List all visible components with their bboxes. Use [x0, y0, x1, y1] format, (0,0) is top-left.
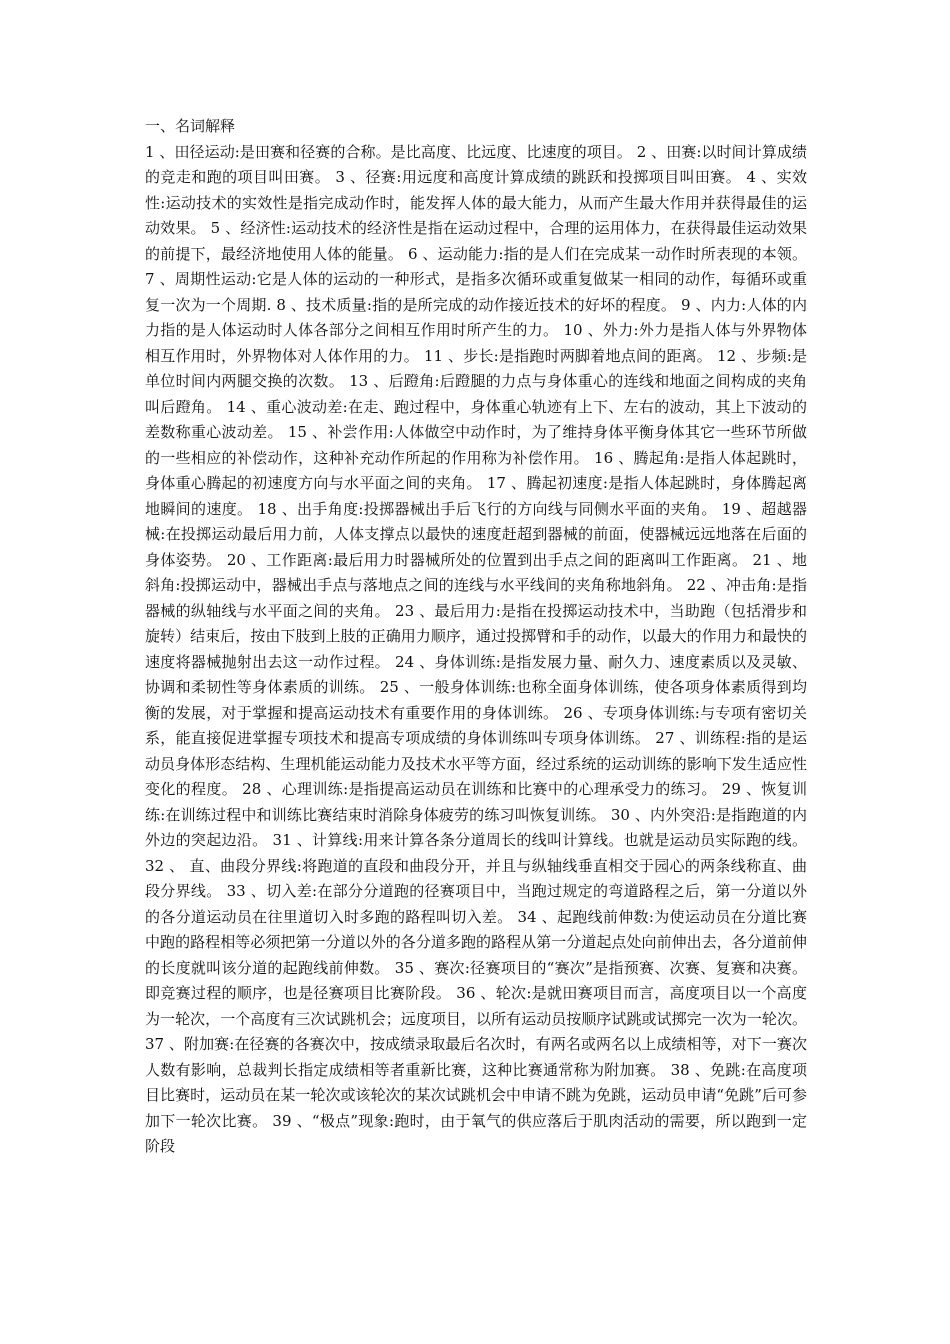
section-heading: 一、名词解释	[145, 117, 236, 135]
document-content	[145, 114, 807, 1160]
definitions-paragraph: 1 、田径运动:是田赛和径赛的合称。是比高度、比远度、比速度的项目。 2 、田赛:以时间计算成绩的竞走和跑的项目叫田赛。 3 、径赛:用远度和高度计算成绩的跳跃和投掷项目叫田赛。 4 、实效性:运动技术的实效性是指完成动作时，能发挥人体的最大能力，从而产生最大作用并获得最佳的运动效果。 5 、经济性:运动技术的经济性是指在运动过程中，合理的运用体力，在获得最佳运动效果的前提下，最经济地使用人体的能量。 6 、运动能力:指的是人们在完成某一动作时所表现的本领。7 、周期性运动:它是人体的运动的一种形式，是指多次循环或重复做某一相同的动作，每循环或重复一次为一个周期. 8 、技术质量:指的是所完成的动作接近技术的好坏的程度。 9 、内力:人体的内力指的是人体运动时人体各部分之间相互作用时所产生的力。 10 、外力:外力是指人体与外界物体相互作用时，外界物体对人体作用的力。 11 、步长:是指跑时两脚着地点间的距离。 12 、步频:是单位时间内两腿交换的次数。 13 、后蹬角:后蹬腿的力点与身体重心的连线和地面之间构成的夹角叫后蹬角。 14 、重心波动差:在走、跑过程中，身体重心轨迹有上下、左右的波动，其上下波动的差数称重心波动差。 15 、补尝作用:人体做空中动作时，为了维持身体平衡身体其它一些环节所做的一些相应的补偿动作，这种补充动作所起的作用称为补偿作用。 16 、腾起角:是指人体起跳时，身体重心腾起的初速度方向与水平面之间的夹角。 17 、腾起初速度:是指人体起跳时，身体腾起离地瞬间的速度。 18 、出手角度:投掷器械出手后飞行的方向线与同侧水平面的夹角。 19 、超越器械:在投掷运动最后用力前，人体支撑点以最快的速度赶超到器械的前面，使器械远远地落在后面的身体姿势。 20 、工作距离:最后用力时器械所处的位置到出手点之间的距离叫工作距离。 21 、地斜角:投掷运动中，器械出手点与落地点之间的连线与水平线间的夹角称地斜角。 22 、冲击角:是指器械的纵轴线与水平面之间的夹角。 23 、最后用力:是指在投掷运动技术中，当助跑（包括滑步和旋转）结束后，按由下肢到上肢的正确用力顺序，通过投掷臂和手的动作，以最大的作用力和最快的速度将器械抛射出去这一动作过程。 24 、身体训练:是指发展力量、耐久力、速度素质以及灵敏、协调和柔韧性等身体素质的训练。 25 、一般身体训练:也称全面身体训练，使各项身体素质得到均衡的发展，对于掌握和提高运动技术有重要作用的身体训练。 26 、专项身体训练:与专项有密切关系，能直接促进掌握专项技术和提高专项成绩的身体训练叫专项身体训练。 27 、训练程:指的是运动员身体形态结构、生理机能运动能力及技术水平等方面，经过系统的运动训练的影响下发生适应性变化的程度。 28 、心理训练:是指提高运动员在训练和比赛中的心理承受力的练习。 29 、恢复训练:在训练过程中和训练比赛结束时消除身体疲劳的练习叫恢复训练。 30 、内外突沿:是指跑道的内外边的突起边沿。 31 、计算线:用来计算各条分道周长的线叫计算线。也就是运动员实际跑的线。 32 、 直、曲段分界线:将跑道的直段和曲段分开，并且与纵轴线垂直相交于园心的两条线称直、曲段分界线。 33 、切入差:在部分分道跑的径赛项目中，当跑过规定的弯道路程之后，第一分道以外的各分道运动员在往里道切入时多跑的路程叫切入差。 34 、起跑线前伸数:为使运动员在分道比赛中跑的路程相等必须把第一分道以外的各分道多跑的路程从第一分道起点处向前伸出去，各分道前伸的长度就叫该分道的起跑线前伸数。 35 、赛次:径赛项目的“赛次”是指预赛、次赛、复赛和决赛。即竞赛过程的顺序，也是径赛项目比赛阶段。 36 、轮次:是就田赛项目而言，高度项目以一个高度为一轮次，一个高度有三次试跳机会；远度项目，以所有运动员按顺序试跳或试掷完一次为一轮次。 37 、附加赛:在径赛的各赛次中，按成绩录取最后名次时，有两名或两名以上成绩相等，对下一赛次人数有影响，总裁判长指定成绩相等者重新比赛，这种比赛通常称为附加赛。 38 、免跳:在高度项目比赛时，运动员在某一轮次或该轮次的某次试跳机会中申请不跳为免跳，运动员申请“免跳”后可参加下一轮次比赛。 39 、“极点”现象:跑时，由于氧气的供应落后于肌肉活动的需要，所以跑到一定阶段	[145, 142, 807, 1155]
